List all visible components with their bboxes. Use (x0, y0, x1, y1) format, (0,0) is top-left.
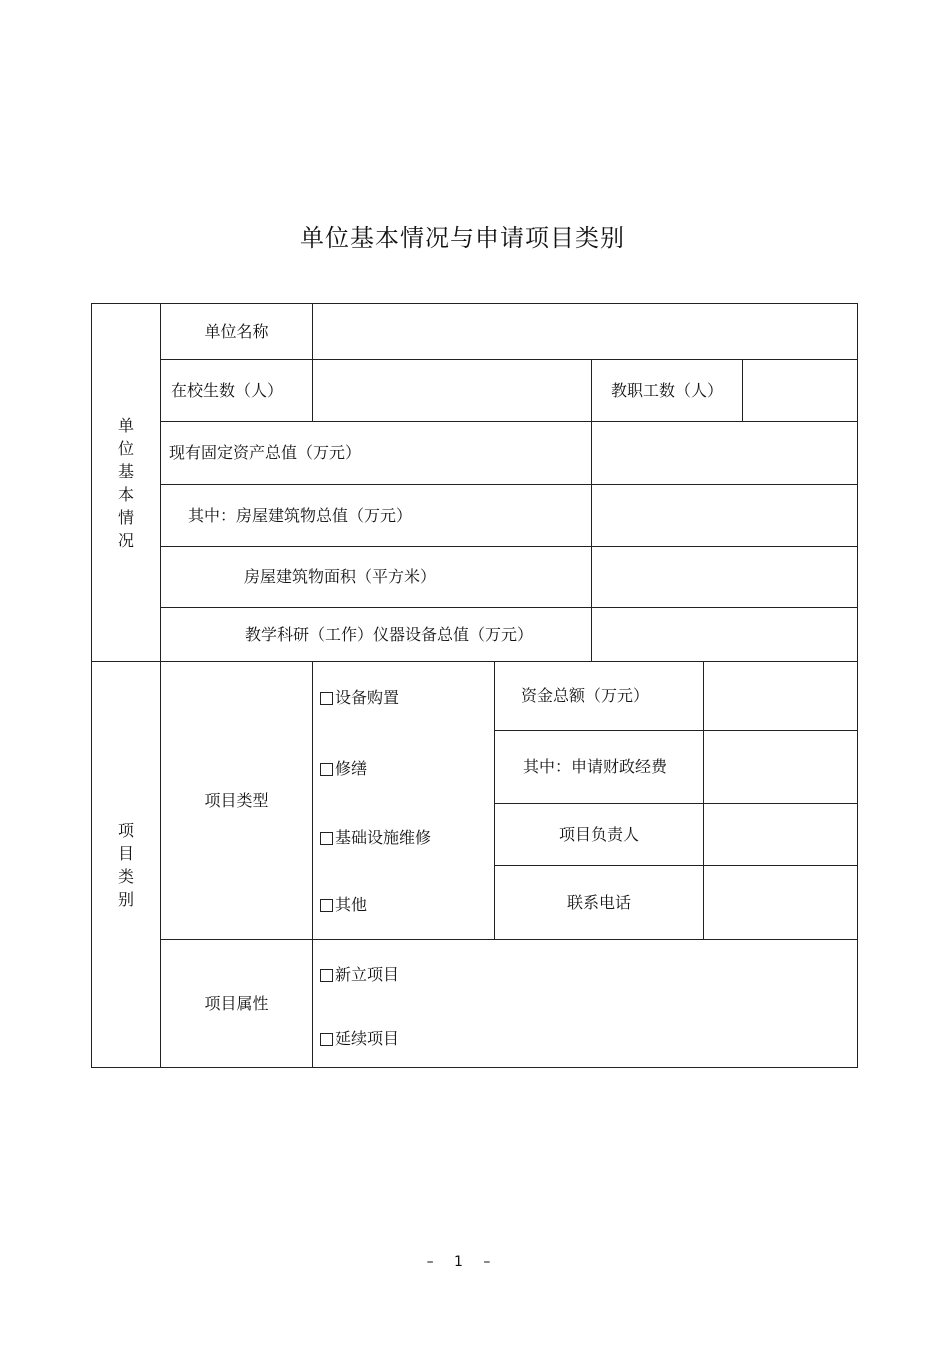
option-label: 基础设施维修 (335, 828, 432, 847)
label-char: 情 (117, 507, 134, 527)
option-label: 延续项目 (335, 1029, 400, 1048)
buildings-value-label: 其中：房屋建筑物总值（万元） (188, 505, 413, 525)
checkbox-icon[interactable] (320, 1033, 333, 1046)
fiscal-funds-field[interactable] (704, 731, 857, 803)
label-char: 项 (117, 820, 134, 840)
students-label: 在校生数（人） (171, 380, 284, 400)
fiscal-funds-label: 其中：申请财政经费 (522, 757, 667, 776)
table-line (91, 1067, 858, 1068)
attribute-option-continued[interactable] (320, 1029, 399, 1049)
manager-label: 项目负责人 (558, 824, 639, 844)
option-label: 新立项目 (335, 965, 400, 984)
label-char: 本 (117, 484, 134, 504)
page-title: 单位基本情况与申请项目类别 (300, 224, 625, 252)
type-option-infrastructure[interactable] (320, 828, 431, 848)
building-area-field[interactable] (592, 547, 857, 607)
attribute-option-new[interactable] (320, 965, 399, 985)
type-option-other[interactable] (320, 895, 367, 915)
checkbox-icon[interactable] (320, 832, 333, 845)
total-funds-field[interactable] (704, 662, 857, 730)
label-char: 目 (117, 843, 134, 863)
option-label: 设备购置 (335, 688, 400, 707)
fixed-assets-label: 现有固定资产总值（万元） (169, 443, 362, 462)
total-funds-label: 资金总额（万元） (520, 686, 649, 705)
equipment-value-label: 教学科研（工作）仪器设备总值（万元） (245, 624, 534, 644)
table-line (857, 303, 858, 1068)
staff-field[interactable] (743, 360, 857, 421)
option-label: 其他 (335, 895, 368, 914)
fixed-assets-field[interactable] (592, 422, 857, 484)
label-char: 位 (117, 438, 134, 458)
buildings-value-field[interactable] (592, 485, 857, 546)
label-char: 单 (117, 415, 134, 435)
unit-name-label: 单位名称 (204, 321, 269, 341)
unit-name-field[interactable] (313, 304, 857, 359)
label-char: 别 (117, 889, 134, 909)
project-attribute-label: 项目属性 (204, 993, 269, 1013)
checkbox-icon[interactable] (320, 763, 333, 776)
option-label: 修缮 (335, 759, 368, 778)
label-char: 类 (117, 866, 134, 886)
unit-section-label (92, 304, 160, 661)
label-char: 基 (117, 461, 134, 481)
students-field[interactable] (313, 360, 591, 421)
checkbox-icon[interactable] (320, 969, 333, 982)
project-type-label: 项目类型 (204, 790, 269, 810)
staff-label: 教职工数（人） (610, 380, 723, 400)
project-section-label (92, 662, 160, 1067)
checkbox-icon[interactable] (320, 899, 333, 912)
page-number: – 1 – (426, 1254, 499, 1270)
type-option-repair[interactable] (320, 759, 367, 779)
building-area-label: 房屋建筑物面积（平方米） (244, 567, 437, 586)
label-char: 况 (117, 530, 134, 550)
manager-field[interactable] (704, 804, 857, 865)
equipment-value-field[interactable] (592, 608, 857, 661)
checkbox-icon[interactable] (320, 692, 333, 705)
table-line (312, 661, 313, 1068)
phone-field[interactable] (704, 866, 857, 939)
phone-label: 联系电话 (566, 892, 631, 912)
type-option-equipment[interactable] (320, 688, 399, 708)
